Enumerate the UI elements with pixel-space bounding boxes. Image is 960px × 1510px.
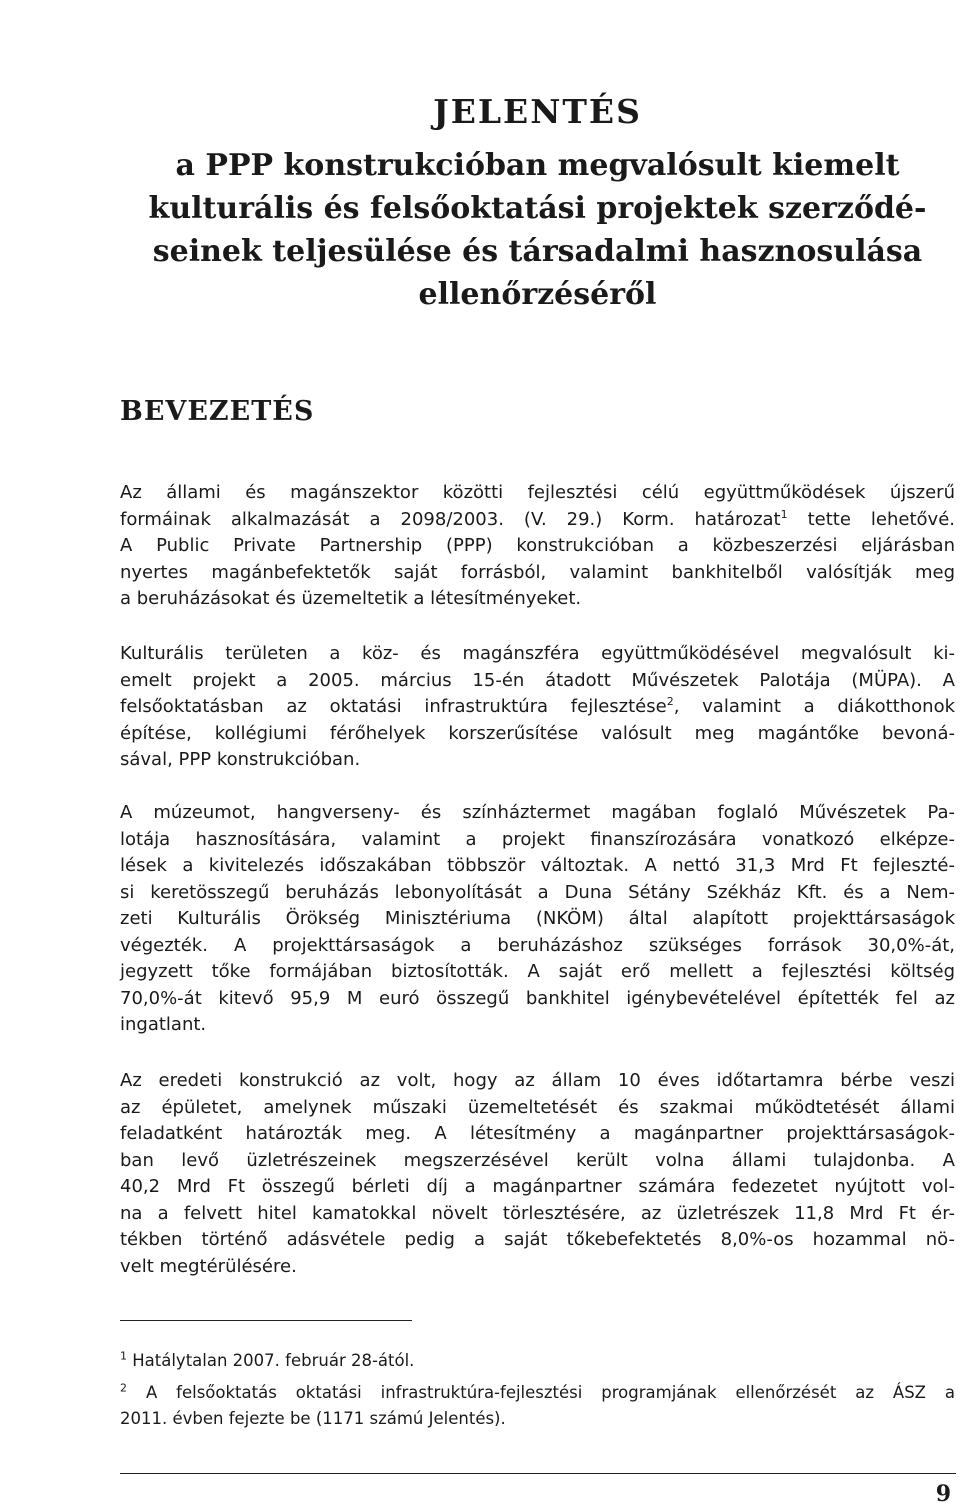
text-line: nyertes magánbefektetők saját forrásból, valamint bankhitelből valósítják meg <box>120 561 955 583</box>
footnote-line <box>120 1348 955 1374</box>
text-line: Az eredeti konstrukció az volt, hogy az állam 10 éves időtartamra bérbe veszi <box>120 1070 955 1091</box>
footnote-ref: 2 <box>666 695 674 708</box>
paragraph-intro <box>120 480 955 613</box>
text-fragment: formáinak alkalmazását a 2098/2003. (V. 29.) Korm. határozat <box>120 508 781 530</box>
page-footer-rule <box>120 1473 956 1474</box>
text-line: na a felvett hitel kamatokkal növelt törlesztésére, az üzletrészek 11,8 Mrd Ft ér- <box>120 1202 955 1224</box>
text-line: jegyzett tőke formájában biztosították. A saját erő mellett a fejlesztési költség <box>120 961 955 982</box>
text-line: a beruházásokat és üzemeltetik a létesítményeket. <box>120 588 582 609</box>
footnote-line <box>120 1380 955 1406</box>
report-title: JELENTÉS <box>433 92 642 131</box>
report-subtitle <box>120 144 955 316</box>
text-line <box>120 507 955 534</box>
page-number: 9 <box>935 1481 951 1507</box>
text-line: 70,0%-át kitevő 95,9 M euró összegű bankhitel igénybevételével építették fel az <box>120 987 955 1009</box>
text-line: 40,2 Mrd Ft összegű bérleti díj a magánpartner számára fedezetet nyújtott vol- <box>120 1176 955 1197</box>
text-line: A múzeumot, hangverseny- és színháztermet magában foglaló Művészetek Pa- <box>120 802 955 823</box>
text-line: Az állami és magánszektor közötti fejlesztési célú együttműködések újszerű <box>120 482 955 503</box>
paragraph-cultural <box>120 641 955 774</box>
text-line: velt megtérülésére. <box>120 1255 297 1277</box>
paragraph-construction <box>120 1068 955 1280</box>
footnote-marker: 1 <box>120 1349 127 1363</box>
text-line: végezték. A projekttársaságok a beruházáshoz szükséges források 30,0%-át, <box>120 934 955 956</box>
text-line: ingatlant. <box>120 1014 207 1035</box>
footnote-2 <box>120 1380 955 1432</box>
text-line: tékben történő adásvétele pedig a saját tőkebefektetés 8,0%-os hozammal nö- <box>120 1229 955 1250</box>
section-heading: BEVEZETÉS <box>120 396 315 427</box>
footnote-text: A felsőoktatás oktatási infrastruktúra-fejlesztési programjának ellenőrzését az ÁSZ a <box>145 1383 956 1402</box>
text-line: si keretösszegű beruházás lebonyolítását a Duna Sétány Székház Kft. és a Nem- <box>120 881 955 903</box>
paragraph-museum <box>120 800 955 1039</box>
subtitle-line: a PPP konstrukcióban megvalósult kiemelt <box>175 148 900 183</box>
text-fragment: , valamint a diákotthonok <box>673 696 956 717</box>
text-fragment: tette lehetővé. <box>787 508 955 530</box>
text-line <box>120 694 955 721</box>
footnote-marker: 2 <box>120 1381 127 1395</box>
text-line: lotája hasznosítására, valamint a projekt finanszírozására vonatkozó elképze- <box>120 828 955 850</box>
text-line: építése, kollégiumi férőhelyek korszerűsítése valósult meg magántőke bevoná- <box>120 722 955 744</box>
text-line: A Public Private Partnership (PPP) konstrukcióban a közbeszerzési eljárásban <box>120 535 955 556</box>
subtitle-line: ellenőrzéséről <box>418 277 657 312</box>
footnote-text: Hatálytalan 2007. február 28-ától. <box>132 1351 415 1370</box>
text-line: ban levő üzletrészeinek megszerzésével került volna állami tulajdonba. A <box>120 1149 955 1171</box>
text-fragment: felsőoktatásban az oktatási infrastruktúra fejlesztése <box>120 696 667 717</box>
subtitle-line: seinek teljesülése és társadalmi hasznosulása <box>152 234 923 269</box>
text-line: emelt projekt a 2005. március 15-én átadott Művészetek Palotája (MÜPA). A <box>120 669 955 691</box>
footnote-line: 2011. évben fejezte be (1171 számú Jelentés). <box>120 1409 506 1428</box>
text-line: az épületet, amelynek műszaki üzemeltetését és szakmai működtetését állami <box>120 1096 955 1118</box>
text-line: feladatként határozták meg. A létesítmény a magánpartner projekttársaságok- <box>120 1123 955 1144</box>
footnote-ref: 1 <box>780 507 788 521</box>
text-line: sával, PPP konstrukcióban. <box>120 749 361 770</box>
footnote-1 <box>120 1348 955 1374</box>
text-line: lések a kivitelezés időszakában többször változtak. A nettó 31,3 Mrd Ft fejleszté- <box>120 855 955 876</box>
document-page <box>120 0 955 1510</box>
text-line: Kulturális területen a köz- és magánszféra együttműködésével megvalósult ki- <box>120 643 955 664</box>
footnote-divider <box>120 1320 412 1321</box>
subtitle-line: kulturális és felsőoktatási projektek szerződé- <box>148 191 927 226</box>
text-line: zeti Kulturális Örökség Minisztériuma (NKÖM) által alapított projekttársaságok <box>120 908 955 929</box>
